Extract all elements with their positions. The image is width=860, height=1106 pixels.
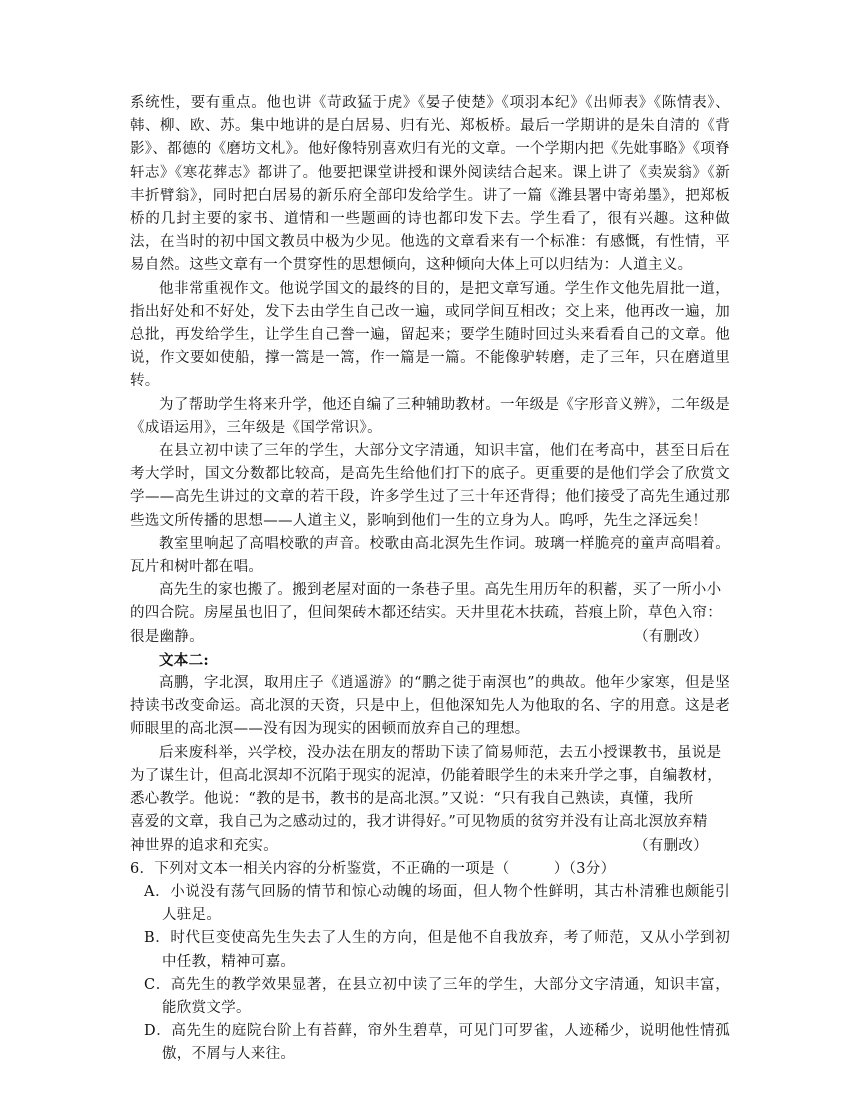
text1-paragraph-5-line: 的四合院。房屋虽也旧了，但间架砖木都还结实。天井里花木扶疏，苔痕上阶，草色入帘：	[130, 605, 722, 622]
text1-paragraph-5-end: 很是幽静。	[130, 628, 204, 645]
text1-paragraph-5-line: 高先生的家也搬了。搬到老屋对面的一条巷子里。高先生用历年的积蓄，买了一所小小	[159, 582, 722, 599]
text2-paragraph-2-end: 神世界的追求和充实。	[130, 837, 278, 854]
text1-paragraph-2: 为了帮助学生将来升学，他还自编了三种辅助教材。一年级是《字形音义辨》，二年级是《成语运用》，三年级是《国学常识》。	[130, 396, 730, 436]
question-6-option-c: C．高先生的教学效果显著，在县立初中读了三年的学生，大部分文字清通，知识丰富，能欣赏文学。	[144, 976, 730, 1016]
question-6-option-a: A．小说没有荡气回肠的情节和惊心动魄的场面，但人物个性鲜明，其古朴清雅也颇能引人驻足。	[144, 883, 730, 924]
text2-paragraph-2-line: 悉心教学。他说：“教的是书，教书的是高北溟。”又说：“只有我自己熟读，真懂，我所	[130, 791, 694, 808]
text2-source-note: （有删改）	[634, 837, 708, 854]
text2-last-line	[130, 835, 730, 858]
text2-paragraph-1: 高鹏，字北溟，取用庄子《逍遥游》的“鹏之徙于南溟也”的典故。他年少家寒，但是坚持读书改变命运。高北溟的天资，只是中上，但他深知先人为他取的名、字的用意。这是老师眼里的高北溟——没有因为现实的困顿而放弃自己的理想。	[130, 675, 730, 738]
question-6-option-b: B．时代巨变使高先生失去了人生的方向，但是他不自我放弃，考了师范，又从小学到初中任教，精神可嘉。	[144, 930, 730, 970]
text1-source-note: （有删改）	[634, 628, 708, 645]
text1-paragraph-0: 系统性，要有重点。他也讲《苛政猛于虎》《晏子使楚》《项羽本纪》《出师表》《陈情表》、韩、柳、欧、苏。集中地讲的是白居易、归有光、郑板桥。最后一学期讲的是朱自清的《背影》、都德的《磨坊文札》。他好像特别喜欢归有光的文章。一个学期内把《先妣事略》《项脊轩志》《寒花葬志》都讲了。他要把课堂讲授和课外阅读结合起来。课上讲了《卖炭翁》《新丰折臂翁》，同时把白居易的新乐府全部印发给学生。讲了一篇《潍县署中寄弟墨》，把郑板桥的几封主要的家书、道情和一些题画的诗也都印发下去。学生看了，很有兴趣。这种做法，在当时的初中国文教员中极为少见。他选的文章看来有一个标准：有感慨，有性情，平易自然。这些文章有一个贯穿性的思想倾向，这种倾向大体上可以归结为：人道主义。	[130, 95, 730, 274]
text1-paragraph-5	[130, 579, 730, 649]
text1-last-line	[130, 626, 730, 649]
text2-heading: 文本二:	[159, 651, 210, 669]
text2-paragraph-2-line: 为了谋生计，但高北溟却不沉陷于现实的泥淖，仍能着眼学生的未来升学之事，自编教材，	[130, 767, 722, 784]
text2-paragraph-2-line: 喜爱的文章，我自己为之感动过的，我才讲得好。”可见物质的贫穷并没有让高北溟放弃精	[130, 814, 708, 831]
document-page	[130, 92, 730, 1067]
question-6-stem: 6．下列对文本一相关内容的分析鉴赏，不正确的一项是（ ）（3分）	[130, 860, 616, 877]
text2-paragraph-2-line: 后来废科举，兴学校，没办法在朋友的帮助下读了简易师范，去五小授课教书，虽说是	[159, 744, 722, 761]
text1-paragraph-3: 在县立初中读了三年的学生，大部分文字清通，知识丰富，他们在考高中，甚至日后在考大学时，国文分数都比较高，是高先生给他们打下的底子。更重要的是他们学会了欣赏文学——高先生讲过的文章的若干段，许多学生过了三十年还背得；他们接受了高先生通过那些选文所传播的思想——人道主义，影响到他们一生的立身为人。呜呼，先生之泽远矣！	[130, 443, 730, 529]
text1-paragraph-4: 教室里响起了高唱校歌的声音。校歌由高北溟先生作词。玻璃一样脆亮的童声高唱着。瓦片和树叶都在唱。	[130, 535, 730, 576]
text1-paragraph-1: 他非常重视作文。他说学国文的最终的目的，是把文章写通。学生作文他先眉批一道，指出好处和不好处，发下去由学生自己改一遍，或同学间互相改；交上来，他再改一遍，加总批，再发给学生，让学生自己誊一遍，留起来；要学生随时回过头来看看自己的文章。他说，作文要如使船，撑一篙是一篙，作一篇是一篇。不能像驴转磨，走了三年，只在磨道里转。	[130, 280, 730, 390]
question-6-option-d: D．高先生的庭院台阶上有苔藓，帘外生碧草，可见门可罗雀，人迹稀少，说明他性情孤傲，不屑与人来往。	[144, 1023, 730, 1063]
text2-paragraph-2	[130, 742, 730, 858]
